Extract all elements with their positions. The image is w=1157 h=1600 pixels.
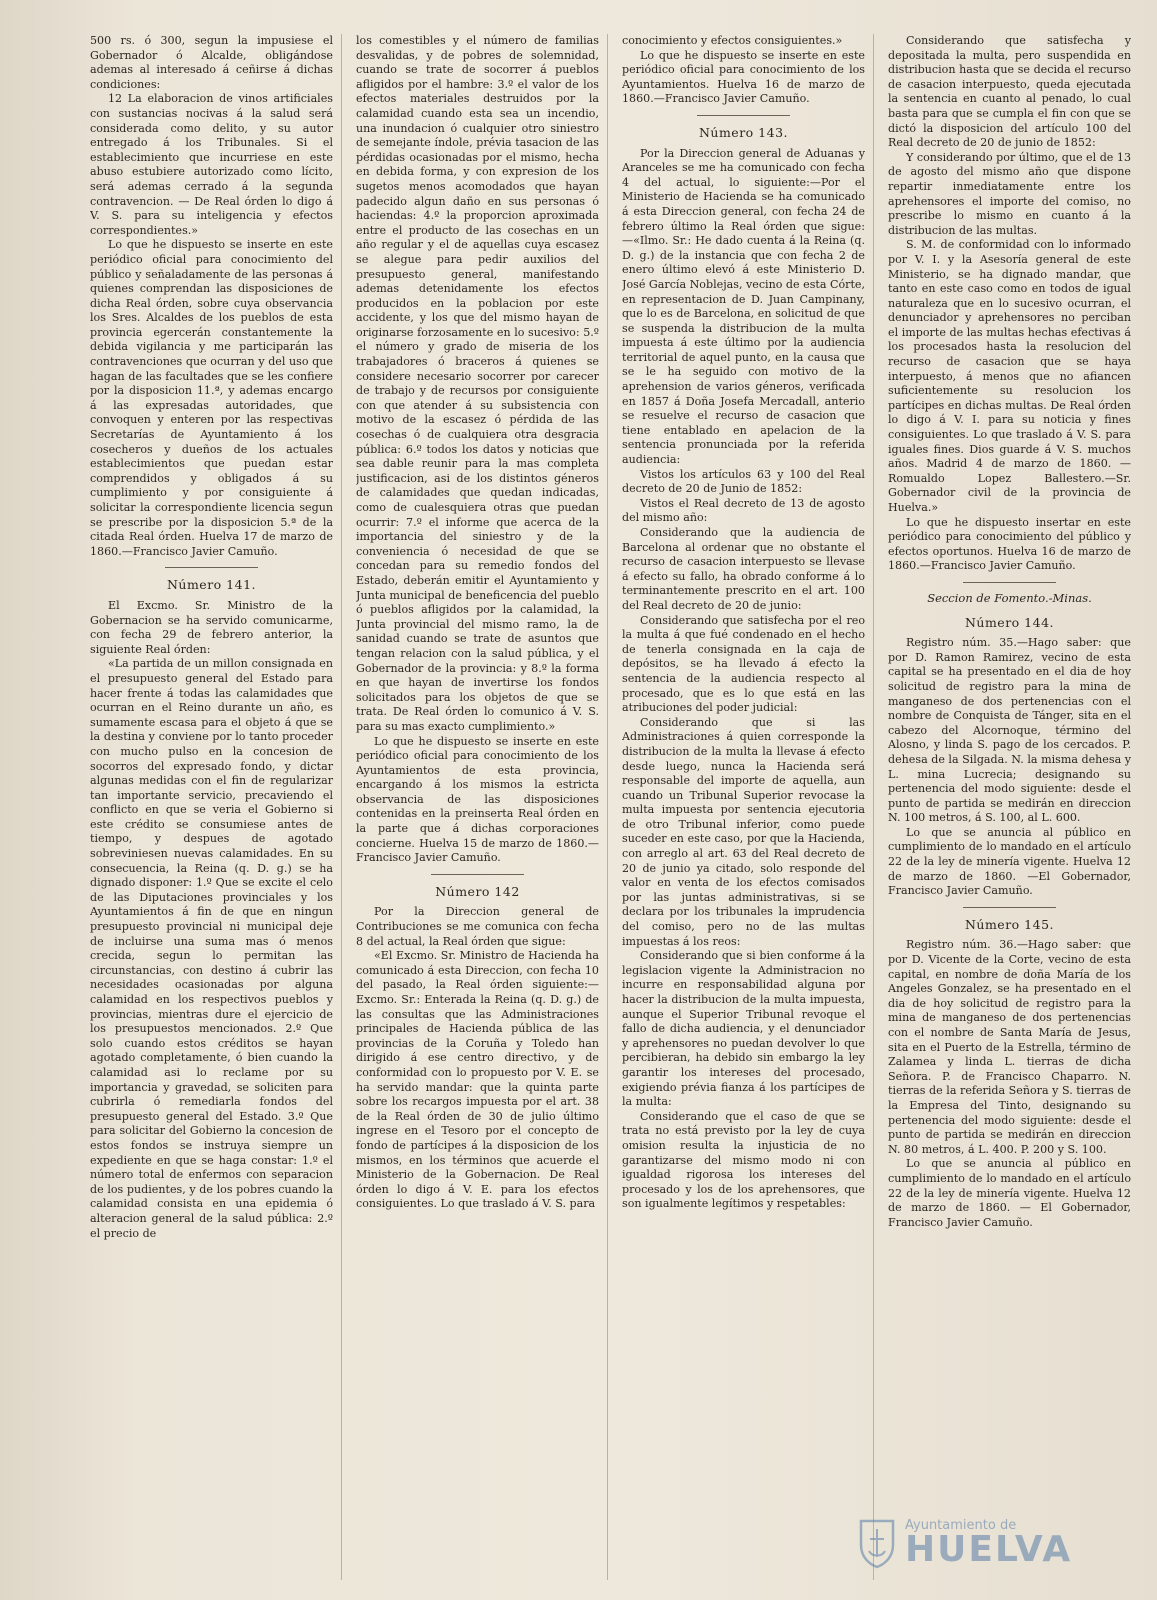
article-paragraph: Considerando que la audiencia de Barcelona al ordenar que no obstante el recurso de casacion interpuesto se llevase á efecto su fallo, ha obrado conforme á lo terminantemente prescrito en el art. 100 del Real decreto de 20 de junio: xyxy=(622,526,865,612)
watermark-text xyxy=(905,1519,1072,1568)
section-divider xyxy=(165,567,257,568)
notice-number-heading: Número 144. xyxy=(964,614,1055,630)
column-1 xyxy=(90,34,342,1580)
article-paragraph: Por la Direccion general de Aduanas y Aranceles se me ha comunicado con fecha 4 del actual, lo siguiente:—Por el Ministerio de Hacienda se ha comunicado á esta Direccion general, con fecha 24 de febrero último la Real órden que sigue:—«Ilmo. Sr.: He dado cuenta á la Reina (q. D. g.) de la instancia que con fecha 2 de enero último elevó á este Ministerio D. José García Noblejas, vecino de esta Córte, en representacion de D. Juan Campinany, que lo es de Barcelona, en solicitud de que se suspenda la distribucion de la multa impuesta á este último por la audiencia territorial de aquel punto, en la causa que se le ha seguido con motivo de la aprehension de varios géneros, verificada en 1857 á Doña Josefa Mercadall, anterio se resuelve el recurso de casacion que tiene entablado en apelacion de la sentencia pronunciada por la referida audiencia: xyxy=(622,146,866,467)
article-paragraph: Vistos el Real decreto de 13 de agosto del mismo año: xyxy=(622,496,865,525)
section-divider xyxy=(697,115,789,116)
article-paragraph: 12 La elaboracion de vinos artificiales con sustancias nocivas á la salud será considerada como delito, y su autor entregado á los Tribunales. Si el establecimiento que incurriese en este abuso estubiere autorizado como lícito, será ademas cerrado á la segunda contravencion. — De Real órden lo digo á V. S. para su inteligencia y efectos correspondientes.» xyxy=(90,92,333,237)
article-paragraph: S. M. de conformidad con lo informado por V. I. y la Asesoría general de este Ministerio, se ha dignado mandar, que tanto en este caso como en todos de igual naturaleza que en lo sucesivo ocurran, el denunciador y aprehensores no perciban el importe de las multas hechas efectivas á los procesados hasta la resolucion del recurso de casacion que se haya interpuesto, á menos que no afiancen suficientemente su resolucion los partícipes en dichas multas. De Real órden lo digo á V. I. para su noticia y fines consiguientes. Lo que traslado á V. S. para iguales fines. Dios guarde á V. S. muchos años. Madrid 4 de marzo de 1860. — Romualdo Lopez Ballestero.—Sr. Gobernador civil de la provincia de Huelva.» xyxy=(888,238,1131,514)
section-heading: Seccion de Fomento.-Minas. xyxy=(927,590,1092,605)
column-2 xyxy=(356,34,608,1580)
shield-icon xyxy=(857,1517,897,1569)
section-divider xyxy=(431,874,523,875)
article-paragraph: Lo que se anuncia al público en cumplimiento de lo mandado en el artículo 22 de la ley de minería vigente. Huelva 12 de marzo de 1860. —El Gobernador, Francisco Javier Camuño. xyxy=(888,825,1131,898)
notice-number-heading: Número 143. xyxy=(698,124,789,140)
watermark-top-line: Ayuntamiento de xyxy=(905,1517,1017,1533)
article-paragraph: Por la Direccion general de Contribuciones se me comunica con fecha 8 del actual, la Real órden que sigue: xyxy=(356,905,599,948)
watermark-title: HUELVA xyxy=(905,1528,1073,1570)
article-paragraph: Registro núm. 36.—Hago saber: que por D. Vicente de la Corte, vecino de esta capital, en nombre de doña María de los Angeles Gonzalez, se ha presentado en el dia de hoy solicitud de registro para la mina de manganeso de dos pertenencias con el nombre de Santa María de Jesus, sita en el Puerto de la Estrella, término de Zalamea y linda L. tierras de dicha Señora. P. de Francisco Chaparro. N. tierras de la referida Señora y S. tierras de la Empresa del Tinto, designando su pertenencia del modo siguiente: desde el punto de partida se medirán en direccion N. 80 metros, á L. 400. P. 200 y S. 100. xyxy=(888,938,1131,1156)
notice-number-heading: Número 142 xyxy=(435,883,520,899)
section-divider xyxy=(963,907,1055,908)
article-paragraph: Lo que he dispuesto insertar en este periódico para conocimiento del público y efectos oportunos. Huelva 16 de marzo de 1860.—Francisco Javier Camuño. xyxy=(888,515,1131,573)
article-paragraph: Lo que se anuncia al público en cumplimiento de lo mandado en el artículo 22 de la ley de minería vigente. Huelva 12 de marzo de 1860. — El Gobernador, Francisco Javier Camuño. xyxy=(888,1157,1131,1229)
article-paragraph: Registro núm. 35.—Hago saber: que por D. Ramon Ramirez, vecino de esta capital se ha presentado en el dia de hoy solicitud de registro para la mina de manganeso de dos pertenencias con el nombre de Conquista de Tánger, sita en el cabezo del Alcornoque, término del Alosno, y linda S. pago de los cercados. P. dehesa de la Silgada. N. la misma dehesa y L. mina Lucrecia; designando su pertenencia del modo siguiente: desde el punto de partida se medirán en direccion N. 100 metros, á S. 100, al L. 600. xyxy=(888,636,1131,825)
article-paragraph: «La partida de un millon consignada en el presupuesto general del Estado para hacer frente á todas las calamidades que ocurran en el Reino durante un año, es sumamente escasa para el objeto á que se la destina y conviene por lo tanto proceder con mucho pulso en la concesion de socorros del expresado fondo, y dictar algunas medidas con el fin de regularizar tan importante servicio, precaviendo el conflicto en que se veria el Gobierno si este crédito se consumiese antes de tiempo, y despues de agotado sobreviniesen nuevas calamidades. En su consecuencia, la Reina (q. D. g.) se ha dignado disponer: 1.º Que se excite el celo de las Diputaciones provinciales y los Ayuntamientos á fin de que en ningun presupuesto provincial ni municipal deje de incluirse una suma mas ó menos crecida, segun lo permitan las circunstancias, con destino á cubrir las necesidades ocasionadas por alguna calamidad en los respectivos pueblos y provincias, mientras dure el ejercicio de los presupuestos mencionados. 2.º Que solo cuando estos créditos se hayan agotado completamente, ó bien cuando la calamidad asi lo reclame por su importancia y gravedad, se soliciten para cubrirla ó remediarla fondos del presupuesto general del Estado. 3.º Que para solicitar del Gobierno la concesion de estos fondos se instruya siempre un expediente en que se haga constar: 1.º el número total de enfermos con separacion de los pudientes, y de los pobres cuando la calamidad consista en una epidemia ó alteracion general de la salud pública: 2.º el precio de xyxy=(90,657,333,1240)
article-paragraph: Considerando que satisfecha por el reo la multa á que fué condenado en el hecho de tenerla consignada en la caja de depósitos, se ha llevado á efecto la sentencia de la audiencia respecto al procesado, que es lo que está en las atribuciones del poder judicial: xyxy=(622,613,865,715)
article-paragraph: los comestibles y el número de familias desvalidas, y de pobres de solemnidad, cuando se trate de socorrer á pueblos afligidos por el hambre: 3.º el valor de los efectos materiales destruidos por la calamidad cuando esta sea un incendio, una inundacion ó cualquier otro siniestro de semejante índole, prévia tasacion de las pérdidas ocasionadas por el mismo, hecha en debida forma, y con expresion de los sugetos menos acomodados que hayan padecido algun daño en sus personas ó haciendas: 4.º la proporcion aproximada entre el producto de las cosechas en un año regular y el de aquellas cuya escasez se alegue para pedir auxilios del presupuesto general, manifestando ademas detenidamente los efectos producidos en la poblacion por este accidente, y los que del mismo hayan de originarse forzosamente en lo sucesivo: 5.º el número y grado de miseria de los trabajadores ó braceros á quienes se considere necesario socorrer por carecer de trabajo y de recursos por consiguiente con que atender á su subsistencia con motivo de la escasez ó pérdida de las cosechas ó de cualquiera otra desgracia pública: 6.º todos los datos y noticias que sea dable reunir para la mas completa justificacion, asi de los distintos géneros de calamidades que quedan indicadas, como de cualesquiera otras que puedan ocurrir: 7.º el informe que acerca de la importancia del siniestro y de la conveniencia ó necesidad de que se concedan para su remedio fondos del Estado, deberán emitir el Ayuntamiento y Junta municipal de beneficencia del pueblo ó pueblos afligidos por la calamidad, la Junta provincial del mismo ramo, la de sanidad cuando se trate de asuntos que tengan relacion con la salud pública, y el Gobernador de la provincia: y 8.º la forma en que hayan de invertirse los fondos solicitados para los objetos de que se trata. De Real órden lo comunico á V. S. para su mas exacto cumplimiento.» xyxy=(356,34,599,733)
article-paragraph: Lo que he dispuesto se inserte en este periódico oficial para conocimiento de los Ayuntamientos. Huelva 16 de marzo de 1860.—Francisco Javier Camuño. xyxy=(622,48,865,106)
article-paragraph: Lo que he dispuesto se inserte en este periódico oficial para conocimiento del público y señaladamente de las personas á quienes comprendan las disposiciones de dicha Real órden, sobre cuya observancia los Sres. Alcaldes de los pueblos de esta provincia egercerán constantemente la debida vigilancia y me participarán las contravenciones que ocurran y del uso que hagan de las facultades que se les confiere por la disposicion 11.ª, y ademas encargo á las expresadas autoridades, que convoquen y enteren por las respectivas Secretarías de Ayuntamiento á los cosecheros y dueños de los actuales establecimientos que puedan estar comprendidos y obligados á su cumplimiento y por consiguiente á solicitar la correspondiente licencia segun se prescribe por la disposicion 5.ª de la citada Real órden. Huelva 17 de marzo de 1860.—Francisco Javier Camuño. xyxy=(90,238,333,558)
article-paragraph: 500 rs. ó 300, segun la impusiese el Gobernador ó Alcalde, obligándose ademas al interesado á ceñirse á dichas condiciones: xyxy=(90,34,333,91)
article-paragraph: Y considerando por último, que el de 13 de agosto del mismo año que dispone repartir inmediatamente entre los aprehensores el importe del comiso, no prescribe lo mismo en cuanto á la distribucion de las multas. xyxy=(888,150,1132,237)
article-paragraph: Considerando que si las Administraciones á quien corresponde la distribucion de la multa la llevase á efecto desde luego, nunca la Hacienda será responsable del importe de aquella, aun cuando un Tribunal Superior revocase la multa impuesta por sentencia ejecutoria de otro Tribunal inferior, como puede suceder en este caso, por que la Hacienda, con arreglo al art. 63 del Real decreto de 20 de junio ya citado, solo responde del valor en venta de los efectos comisados por las juntas administrativas, si se declara por los tribunales la imprudencia del comiso, pero no de las multas impuestas á los reos: xyxy=(622,715,865,948)
article-paragraph: Considerando que el caso de que se trata no está previsto por la ley de cuya omision resulta la injusticia de no garantizarse del mismo modo ni con igualdad rigorosa los intereses del procesado y los de los aprehensores, que son igualmente legítimos y respetables: xyxy=(622,1109,865,1211)
notice-number-heading: Número 145. xyxy=(964,916,1055,932)
columns xyxy=(90,34,1139,1580)
article-paragraph: «El Excmo. Sr. Ministro de Hacienda ha comunicado á esta Direccion, con fecha 10 del pasado, la Real órden siguiente:—Excmo. Sr.: Enterada la Reina (q. D. g.) de las consultas que las Administraciones principales de Hacienda pública de las provincias de la Coruña y Toledo han dirigido á ese centro directivo, y de conformidad con lo propuesto por V. E. se ha servido mandar: que la quinta parte sobre los recargos impuesta por el art. 38 de la Real órden de 30 de julio último ingrese en el Tesoro por el concepto de fondo de partícipes á la disposicion de los mismos, en los términos que acuerde el Ministerio de la Gobernacion. De Real órden lo digo á V. E. para los efectos consiguientes. Lo que traslado á V. S. para xyxy=(356,949,599,1211)
notice-number-heading: Número 141. xyxy=(166,577,257,593)
archive-watermark xyxy=(857,1512,1127,1574)
article-paragraph: Vistos los artículos 63 y 100 del Real decreto de 20 de Junio de 1852: xyxy=(622,467,865,496)
column-4 xyxy=(888,34,1139,1580)
article-paragraph: El Excmo. Sr. Ministro de la Gobernacion se ha servido comunicarme, con fecha 29 de febrero anterior, la siguiente Real órden: xyxy=(90,598,333,656)
section-divider xyxy=(963,582,1055,583)
article-paragraph: Considerando que si bien conforme á la legislacion vigente la Administracion no incurre en responsabilidad alguna por hacer la distribucion de la multa impuesta, aunque el Superior Tribunal revoque el fallo de dicha audiencia, y el denunciador y aprehensores no puedan devolver lo que percibieran, ha debido sin embargo la ley garantir los intereses del procesado, exigiendo prévia fianza á los partícipes de la multa: xyxy=(622,949,865,1109)
article-paragraph: Lo que he dispuesto se inserte en este periódico oficial para conocimiento de los Ayuntamientos de esta provincia, encargando á los mismos la estricta observancia de las disposiciones contenidas en la preinserta Real órden en la parte que á dichas corporaciones concierne. Huelva 15 de marzo de 1860.— Francisco Javier Camuño. xyxy=(356,734,599,865)
article-paragraph: conocimiento y efectos consiguientes.» xyxy=(622,34,843,47)
article-paragraph: Considerando que satisfecha y depositada la multa, pero suspendida en distribucion hasta que se decida el recurso de casacion interpuesto, queda ejecutada la sentencia en cuanto al penado, lo cual basta para que se cumpla el fin con que se dictó la disposicion del artículo 100 del Real decreto de 20 de junio de 1852: xyxy=(888,34,1131,150)
column-3 xyxy=(622,34,874,1580)
